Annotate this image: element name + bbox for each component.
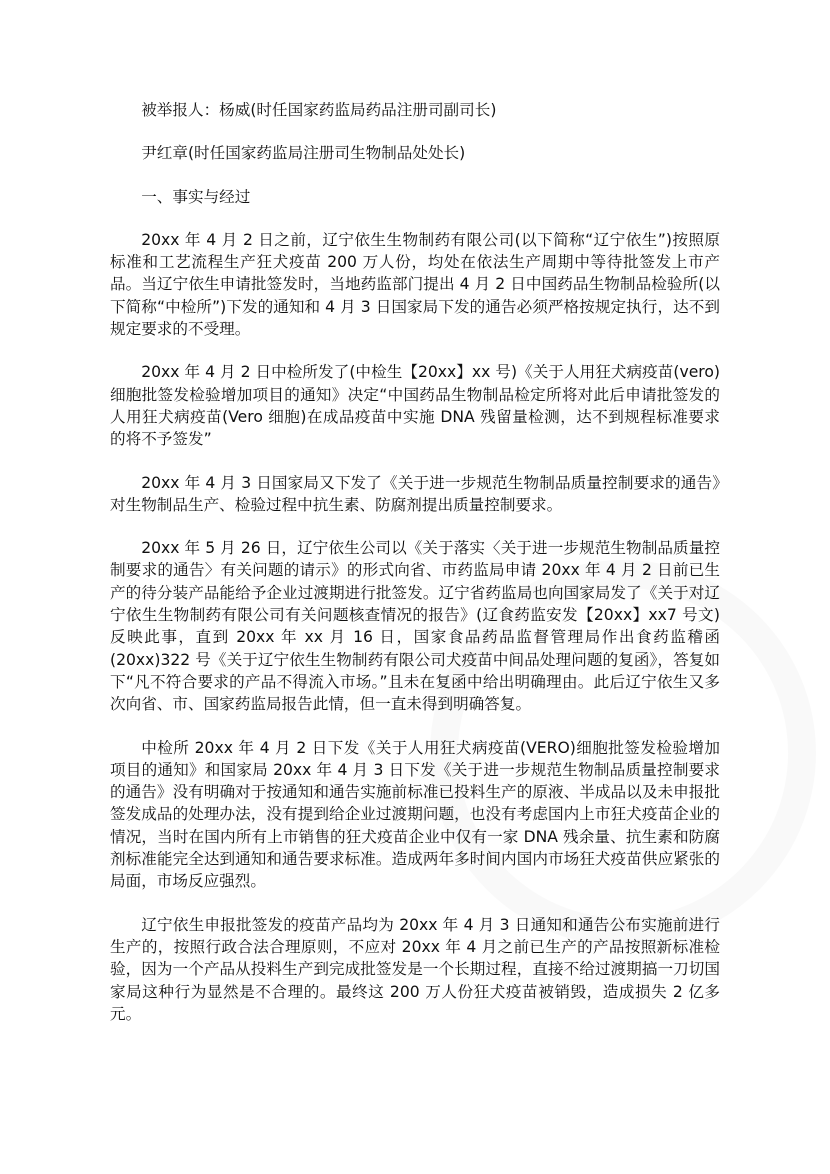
section-heading: 一、事实与经过 — [141, 187, 251, 206]
document-page — [110, 99, 720, 1046]
accused-line-2: 尹红章(时任国家药监局注册司生物制品处处长) — [141, 144, 466, 163]
paragraph: 20xx 年 4 月 2 日中检所发了(中检生【20xx】xx 号)《关于人用狂犬病疫苗(vero)细胞批签发检验增加项目的通知》决定“中国药品生物制品检定所将对此后申请批签发的人用狂犬病疫苗(Vero 细胞)在成品疫苗中实施 DNA 残留量检测，达不到规程标准要求的将不予签发” — [110, 363, 720, 449]
paragraph: 辽宁依生申报批签发的疫苗产品均为 20xx 年 4 月 3 日通知和通告公布实施前进行生产的，按照行政合法合理原则，不应对 20xx 年 4 月之前已生产的产品按照新标准检验，因为一个产品从投料生产到完成批签发是一个长期过程，直接不给过渡期搞一刀切国家局这种行为显然是不合理的。最终这 200 万人份狂犬疫苗被销毁，造成损失 2 亿多元。 — [110, 915, 720, 1023]
accused-line-1: 被举报人：杨威(时任国家药监局药品注册司副司长) — [141, 101, 497, 119]
paragraph: 20xx 年 4 月 2 日之前，辽宁依生生物制药有限公司(以下简称“辽宁依生”)按照原标准和工艺流程生产狂犬疫苗 200 万人份，均处在依法生产周期中等待批签发上市产品。当辽宁依生申请批签发时，当地药监部门提出 4 月 2 日中国药品生物制品检验所(以下简称“中检所”)下发的通知和 4 月 3 日国家局下发的通告必须严格按规定执行，达不到规定要求的不受理。 — [110, 230, 720, 339]
paragraph: 20xx 年 4 月 3 日国家局又下发了《关于进一步规范生物制品质量控制要求的通告》对生物制品生产、检验过程中抗生素、防腐剂提出质量控制要求。 — [110, 473, 720, 514]
paragraph: 20xx 年 5 月 26 日，辽宁依生公司以《关于落实〈关于进一步规范生物制品质量控制要求的通告〉有关问题的请示》的形式向省、市药监局申请 20xx 年 4 月 2 日前已生产的待分装产品能给予企业过渡期进行批签发。辽宁省药监局也向国家局发了《关于对辽宁依生生物制药有限公司有关问题核查情况的报告》(辽食药监安发【20xx】xx7 号文)反映此事，直到 20xx 年 xx 月 16 日，国家食品药品监督管理局作出食药监稽函(20xx)322 号《关于辽宁依生生物制药有限公司犬疫苗中间品处理问题的复函》，答复如下“凡不符合要求的产品不得流入市场。”且未在复函中给出明确理由。此后辽宁依生又多次向省、市、国家药监局报告此情，但一直未得到明确答复。 — [110, 539, 720, 714]
paragraph: 中检所 20xx 年 4 月 2 日下发《关于人用狂犬病疫苗(VERO)细胞批签发检验增加项目的通知》和国家局 20xx 年 4 月 3 日下发《关于进一步规范生物制品质量控制要求的通告》没有明确对于按通知和通告实施前标准已投料生产的原液、半成品以及未申报批签发成品的处理办法，没有提到给企业过渡期问题，也没有考虑国内上市狂犬疫苗企业的情况，当时在国内所有上市销售的狂犬疫苗企业中仅有一家 DNA 残余量、抗生素和防腐剂标准能完全达到通知和通告要求标准。造成两年多时间内国内市场狂犬疫苗供应紧张的局面，市场反应强烈。 — [110, 738, 720, 891]
